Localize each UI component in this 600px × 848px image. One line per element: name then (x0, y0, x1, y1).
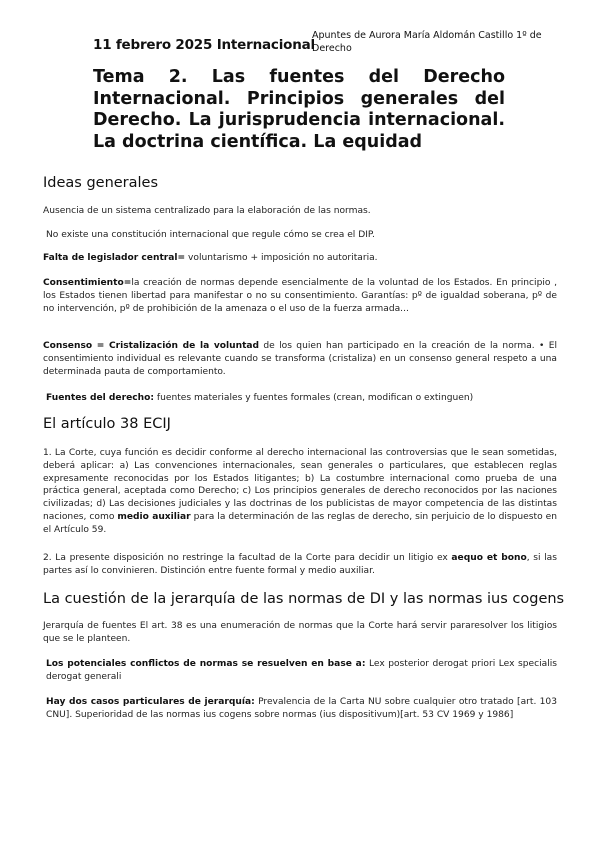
term-fuentes: Fuentes del derecho: (46, 393, 155, 403)
text-conflictos: Lex posterior derogat priori Lex specialis derogat generali (46, 659, 557, 682)
term-conflictos: Los potenciales conflictos de normas se resuelven en base a: (46, 659, 366, 669)
term-casos-jerarquia: Hay dos casos particulares de jerarquía: (46, 697, 255, 707)
paragraph-casos-jerarquia (46, 696, 557, 722)
term-consenso: Consenso = Cristalización de la voluntad (43, 341, 260, 351)
paragraph-jerarquia-fuentes: Jerarquía de fuentes El art. 38 es una enumeración de normas que la Corte hará servir pararesolver los litigios que se le planteen. (43, 621, 557, 644)
paragraph-legislador (43, 252, 557, 265)
section-heading-articulo-38: El artículo 38 ECIJ (43, 416, 171, 432)
text-legislador: voluntarismo + imposición no autoritaria. (185, 253, 378, 263)
section-heading-jerarquia: La cuestión de la jerarquía de las normas de DI y las normas ius cogens (43, 591, 565, 607)
paragraph-fuentes (46, 392, 560, 405)
term-medio-auxiliar: medio auxiliar (117, 511, 191, 522)
text-casos-jerarquia: Prevalencia de la Carta NU sobre cualquier otro tratado [art. 103 CNU]. Superioridad de las normas ius cogens sobre normas (ius dispositivum)[art. 53 CV 1969 y 1986] (46, 697, 558, 720)
paragraph-articulo-38-1 (43, 447, 557, 537)
term-consentimiento: Consentimiento= (43, 278, 132, 288)
header-author-note: Apuntes de Aurora María Aldomán Castillo 1º de Derecho (312, 30, 542, 54)
term-legislador: Falta de legislador central= (43, 253, 186, 263)
text-consenso: de los quien han participado en la creación de la norma. • El consentimiento individual es relevante cuando se transforma (cristaliza) en un consenso general respeto a una determinada pauta de comportamiento. (43, 341, 557, 377)
text-art38-1a: 1. La Corte, cuya función es decidir conforme al derecho internacional las controversias que le sean sometidas, deberá aplicar: a) Las convenciones internacionales, sean generales o particulares, que establecen reglas expresamente reconocidas por los Estados litigantes; b) La costumbre internacional como prueba de una práctica general, aceptada como Derecho; c) Los principios generales de derecho reconocidos por las naciones civilizadas; d) Las decisiones judiciales y las doctrinas de los publicistas de mayor competencia de las distintas naciones, como (43, 448, 557, 522)
text-consentimiento: la creación de normas depende esencialmente de la voluntad de los Estados. En principio , los Estados tienen libertad para manifestar o no su consentimiento. Garantías: pº de igualdad soberana, pº de no intervención, pº de prohibición de la amenaza o el uso de la fuerza armada... (43, 278, 557, 314)
paragraph-constitucion: No existe una constitución internacional que regule cómo se crea el DIP. (46, 230, 375, 240)
header-date-line: 11 febrero 2025 Internacional (93, 37, 315, 53)
document-title: Tema 2. Las fuentes del Derecho Internacional. Principios generales del Derecho. La jurisprudencia internacional. La doctrina científica. La equidad (93, 67, 505, 152)
paragraph-consentimiento (43, 277, 557, 315)
text-art38-1b: para la determinación de las reglas de derecho, sin perjuicio de lo dispuesto en el Artículo 59. (43, 511, 557, 535)
paragraph-conflictos (46, 658, 557, 684)
term-aequo-et-bono: aequo et bono (451, 553, 527, 563)
section-heading-ideas-generales: Ideas generales (43, 175, 159, 191)
text-art38-2a: 2. La presente disposición no restringe la facultad de la Corte para decidir un litigio ex (43, 553, 452, 563)
paragraph-articulo-38-2 (43, 552, 557, 578)
text-fuentes: fuentes materiales y fuentes formales (crean, modifican o extinguen) (154, 393, 474, 403)
paragraph-ausencia: Ausencia de un sistema centralizado para la elaboración de las normas. (43, 206, 371, 216)
paragraph-consenso (43, 340, 557, 378)
text-art38-2b: , si las partes así lo convinieren. Distinción entre fuente formal y medio auxiliar. (43, 553, 557, 576)
